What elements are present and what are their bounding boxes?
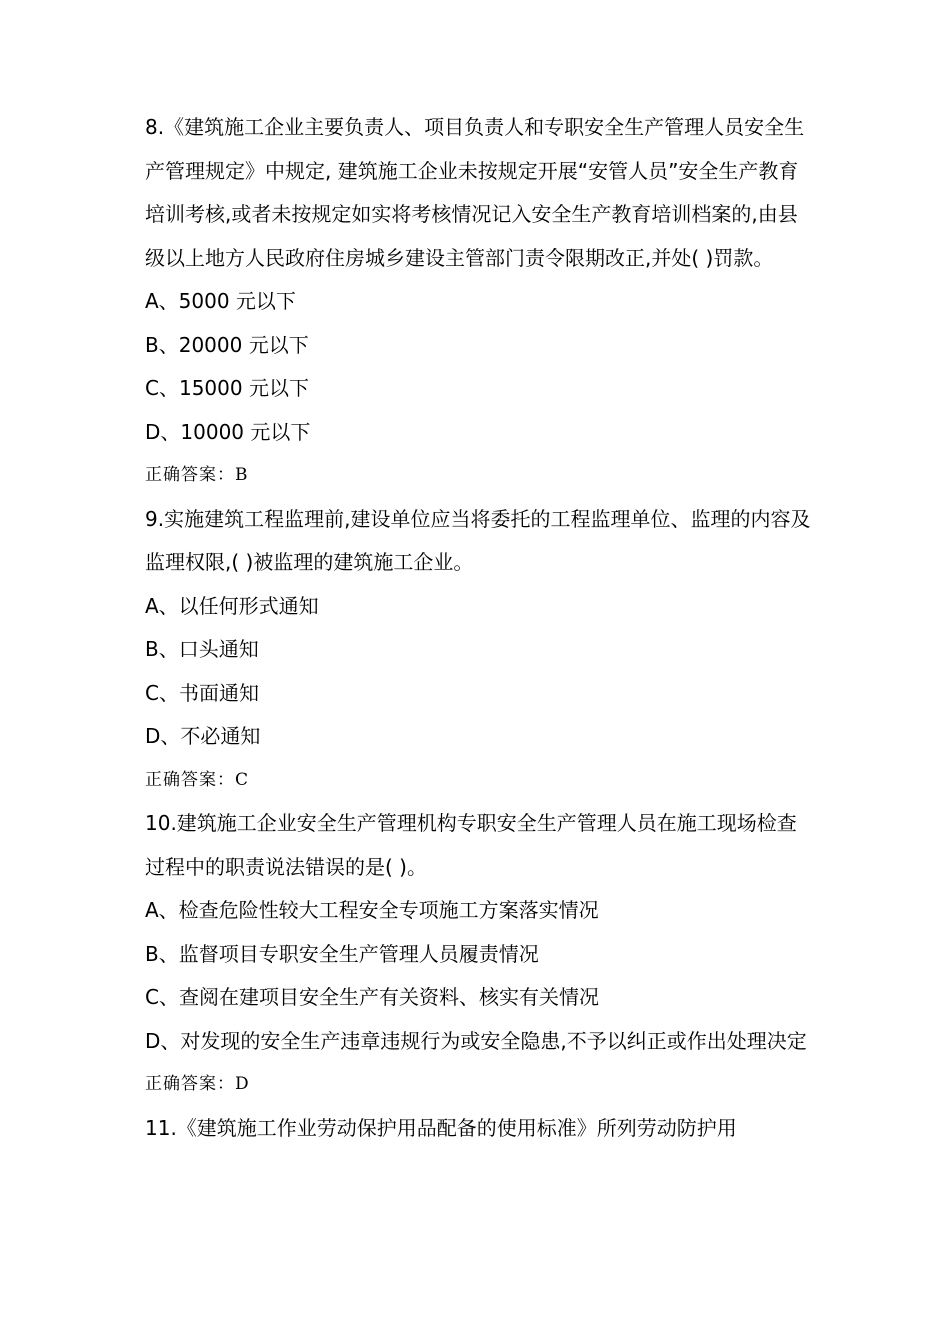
option-b: B、20000 元以下: [145, 332, 309, 357]
option-c: C、书面通知: [145, 680, 259, 705]
option-d: D、不必通知: [145, 724, 261, 748]
document-page: [145, 106, 815, 1150]
question-9: [145, 498, 815, 803]
correct-answer: 正确答案：B: [145, 465, 249, 485]
question-10: [145, 802, 815, 1107]
option-b: B、监督项目专职安全生产管理人员履责情况: [145, 941, 539, 966]
option-b: B、口头通知: [145, 637, 259, 661]
question-text: 11.《建筑施工作业劳动保护用品配备的使用标准》所列劳动防护用: [145, 1115, 737, 1140]
option-d: D、对发现的安全生产违章违规行为或安全隐患,不予以纠正或作出处理决定: [145, 1028, 807, 1053]
question-text: 8.《建筑施工企业主要负责人、项目负责人和专职安全生产管理人员安全生产管理规定》中规定, 建筑施工企业未按规定开展“安管人员”安全生产教育培训考核,或者未按规定如实将考核情况记入安全生产教育培训档案的,由县级以上地方人民政府住房城乡建设主管部门责令限期改正,并处( )罚款。: [145, 115, 805, 270]
option-c: C、查阅在建项目安全生产有关资料、核实有关情况: [145, 985, 599, 1009]
question-8: [145, 106, 815, 498]
correct-answer: 正确答案：C: [145, 769, 250, 790]
option-a: A、检查危险性较大工程安全专项施工方案落实情况: [145, 898, 599, 922]
option-d: D、10000 元以下: [145, 419, 311, 444]
correct-answer: 正确答案：D: [145, 1074, 250, 1094]
option-c: C、15000 元以下: [145, 376, 309, 400]
question-text: 10.建筑施工企业安全生产管理机构专职安全生产管理人员在施工现场检查过程中的职责说法错误的是( )。: [145, 811, 797, 879]
option-a: A、5000 元以下: [145, 289, 296, 313]
option-a: A、以任何形式通知: [145, 593, 319, 618]
question-11: [145, 1107, 815, 1151]
question-text: 9.实施建筑工程监理前,建设单位应当将委托的工程监理单位、监理的内容及监理权限,( )被监理的建筑施工企业。: [145, 506, 811, 574]
